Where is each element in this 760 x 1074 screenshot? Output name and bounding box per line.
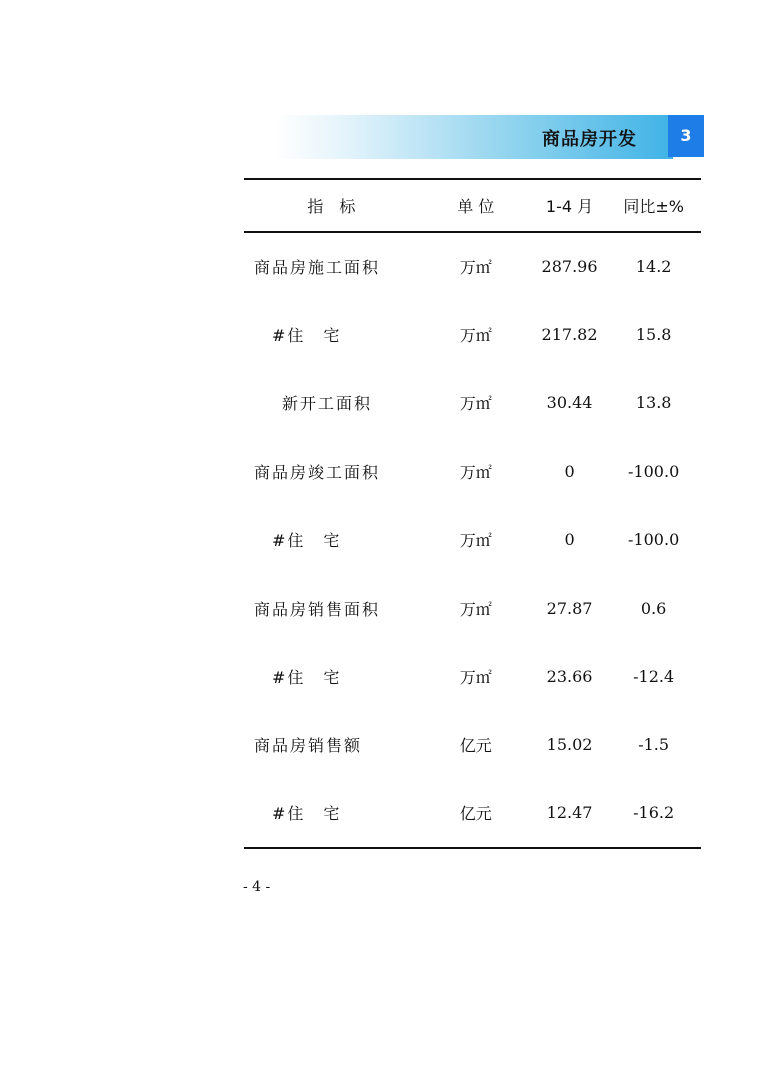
indicator-cell: 商品房竣工面积 [254, 462, 381, 482]
table-row [244, 300, 701, 368]
yoy-cell: 14.2 [635, 257, 672, 277]
unit-cell: 万㎡ [459, 326, 492, 346]
unit-cell: 万㎡ [459, 531, 492, 551]
table-row [244, 369, 701, 437]
unit-cell: 万㎡ [459, 462, 492, 482]
value-cell: 12.47 [533, 779, 606, 847]
table-row [244, 437, 701, 505]
page-number: - 4 - [243, 879, 271, 895]
statistics-table [244, 178, 701, 849]
indicator-cell: #住 宅 [272, 326, 342, 346]
table-row [244, 642, 701, 710]
value-cell: 217.82 [541, 325, 598, 345]
table-row [244, 711, 701, 779]
yoy-cell: -12.4 [633, 667, 675, 687]
yoy-cell: -16.2 [606, 779, 701, 847]
table-body [244, 232, 701, 848]
value-cell: 27.87 [546, 598, 593, 618]
yoy-cell: 13.8 [635, 393, 672, 413]
indicator-cell: 商品房施工面积 [254, 258, 381, 278]
header-indicator: 指 标 [244, 179, 419, 232]
header-yoy: 同比±% [606, 179, 701, 232]
unit-cell: 万㎡ [459, 668, 492, 688]
indicator-cell: #住 宅 [244, 779, 419, 847]
unit-cell: 万㎡ [459, 599, 492, 619]
value-cell: 23.66 [546, 667, 593, 687]
table-header-row [244, 179, 701, 232]
yoy-cell: -100.0 [628, 461, 680, 481]
yoy-cell: -100.0 [628, 530, 680, 550]
table-row [244, 232, 701, 300]
value-cell: 287.96 [541, 257, 598, 277]
unit-cell: 亿元 [459, 736, 492, 756]
indicator-cell: 新开工面积 [282, 394, 373, 414]
indicator-cell: #住 宅 [272, 668, 342, 688]
yoy-cell: 15.8 [635, 325, 672, 345]
indicator-cell: 商品房销售面积 [254, 599, 381, 619]
header-period: 1-4 月 [533, 179, 606, 232]
value-cell: 15.02 [546, 735, 593, 755]
value-cell: 0 [564, 461, 575, 481]
section-number-badge: 3 [668, 115, 704, 157]
yoy-cell: 0.6 [640, 598, 667, 618]
unit-cell: 万㎡ [459, 258, 492, 278]
indicator-cell: 商品房销售额 [254, 736, 363, 756]
yoy-cell: -1.5 [638, 735, 670, 755]
section-title: 商品房开发 [542, 129, 637, 150]
value-cell: 30.44 [546, 393, 593, 413]
header-unit: 单 位 [419, 179, 533, 232]
unit-cell: 万㎡ [459, 394, 492, 414]
table-row [244, 574, 701, 642]
table-row [244, 779, 701, 847]
section-banner [275, 115, 673, 159]
indicator-cell: #住 宅 [272, 531, 342, 551]
value-cell: 0 [564, 530, 575, 550]
table-row [244, 506, 701, 574]
unit-cell: 亿元 [419, 779, 533, 847]
